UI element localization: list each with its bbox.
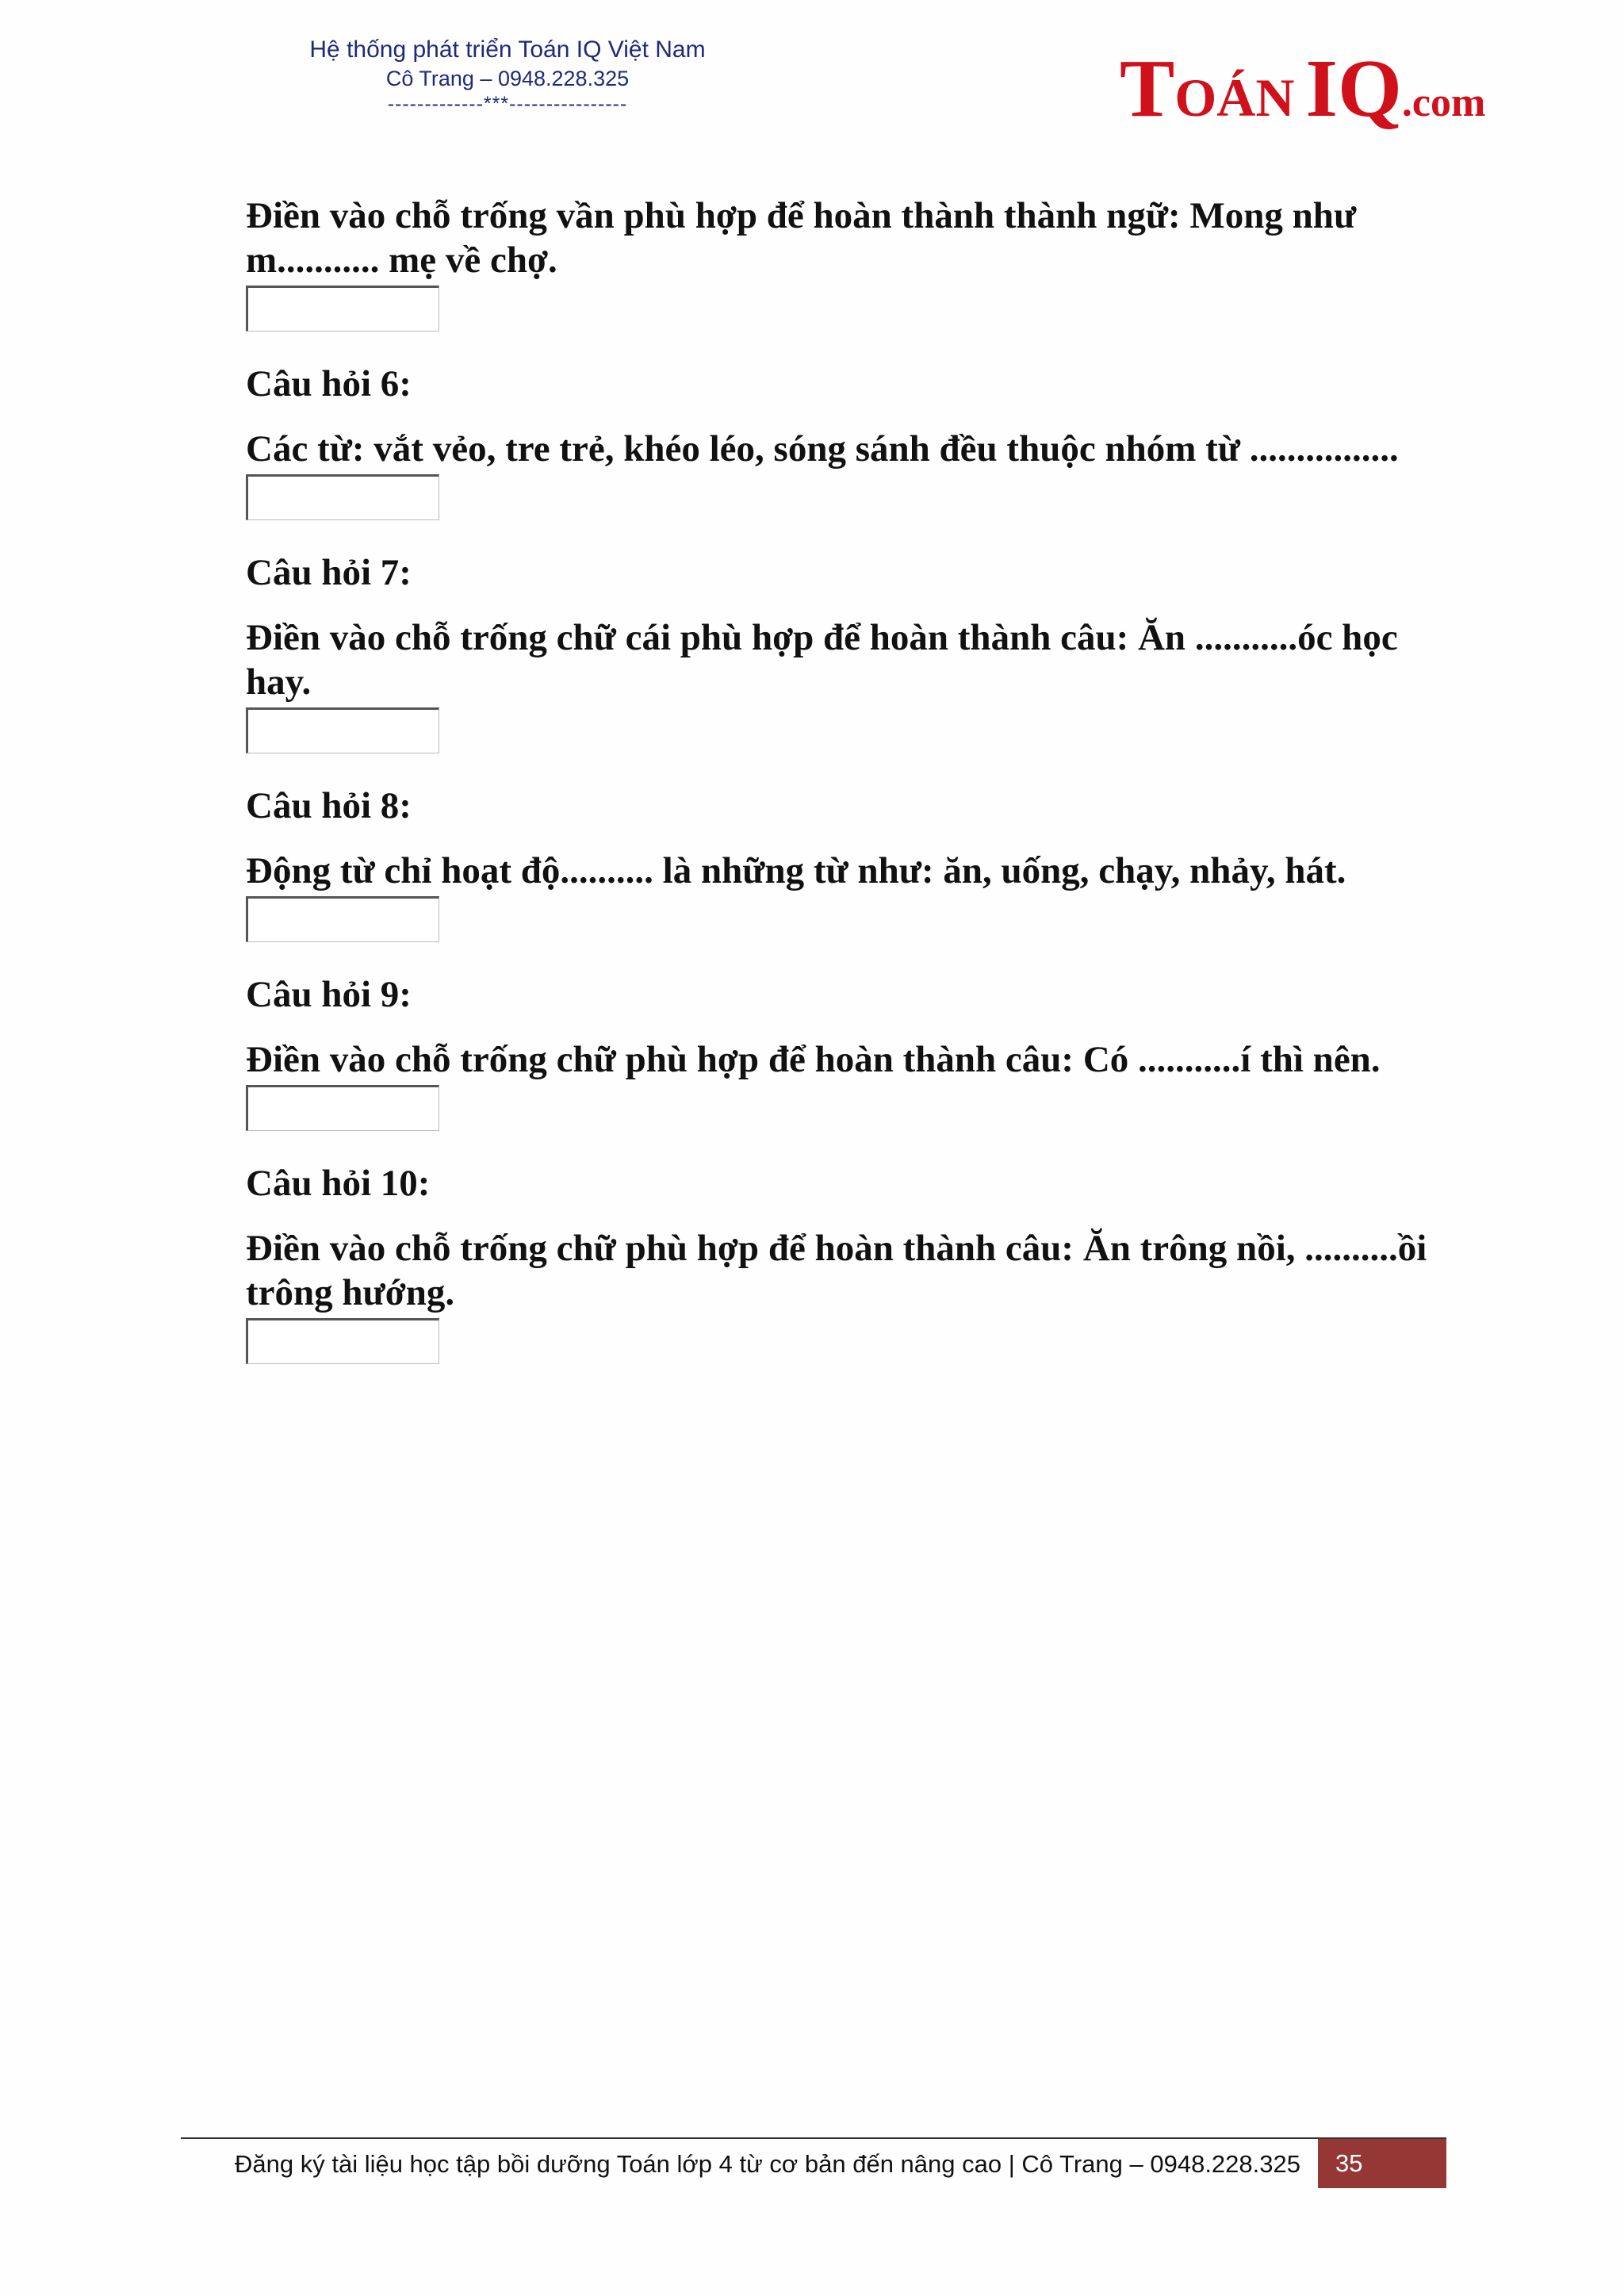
question-block: [246, 362, 1443, 520]
question-text: Điền vào chỗ trống chữ cái phù hợp để hoàn thành câu: Ăn ...........óc học hay.: [246, 617, 1398, 703]
question-list: [246, 194, 1443, 1364]
toaniq-logo: [1120, 41, 1485, 136]
question-block: [246, 972, 1443, 1131]
logo-dot-com: .com: [1401, 80, 1486, 125]
logo-letters-iq: IQ: [1305, 43, 1402, 134]
question-title: Câu hỏi 6:: [246, 363, 412, 404]
footer-text: Đăng ký tài liệu học tập bồi dưỡng Toán lớp 4 từ cơ bản đến nâng cao | Cô Trang – 0948.228.325: [235, 2150, 1300, 2178]
question-text: Điền vào chỗ trống chữ phù hợp để hoàn thành câu: Có ...........í thì nên.: [246, 1039, 1381, 1080]
header-org-name: Hệ thống phát triển Toán IQ Việt Nam: [309, 36, 706, 63]
question-block: [246, 550, 1443, 753]
question-title: Câu hỏi 10:: [246, 1163, 431, 1204]
answer-input-intro[interactable]: [246, 286, 439, 332]
page-number: 35: [1318, 2139, 1446, 2188]
answer-input-q8[interactable]: [246, 896, 439, 942]
question-block: [246, 784, 1443, 942]
intro-question-text: Điền vào chỗ trống vần phù hợp để hoàn thành thành ngữ: Mong như m........... mẹ về chợ.: [246, 195, 1357, 281]
question-text: Điền vào chỗ trống chữ phù hợp để hoàn thành câu: Ăn trông nồi, ..........ồi trông hướng.: [246, 1228, 1427, 1313]
answer-input-q6[interactable]: [246, 474, 439, 520]
header-org-block: [285, 35, 730, 116]
header-contact: Cô Trang – 0948.228.325: [385, 67, 630, 90]
question-block: [246, 1161, 1443, 1364]
question-text: Động từ chỉ hoạt độ.......... là những từ như: ăn, uống, chạy, nhảy, hát.: [246, 850, 1346, 891]
question-title: Câu hỏi 7:: [246, 552, 412, 593]
question-text: Các từ: vắt vẻo, tre trẻ, khéo léo, sóng sánh đều thuộc nhóm từ ................: [246, 428, 1399, 470]
footer-divider: [181, 2137, 1446, 2139]
answer-input-q9[interactable]: [246, 1085, 439, 1131]
logo-letter-t: T: [1120, 43, 1175, 134]
logo-letters-oan: OÁN: [1174, 67, 1295, 128]
question-title: Câu hỏi 8:: [246, 785, 412, 826]
answer-input-q10[interactable]: [246, 1318, 439, 1364]
question-title: Câu hỏi 9:: [246, 974, 412, 1015]
header-divider: -------------***----------------: [387, 93, 628, 115]
answer-input-q7[interactable]: [246, 707, 439, 753]
